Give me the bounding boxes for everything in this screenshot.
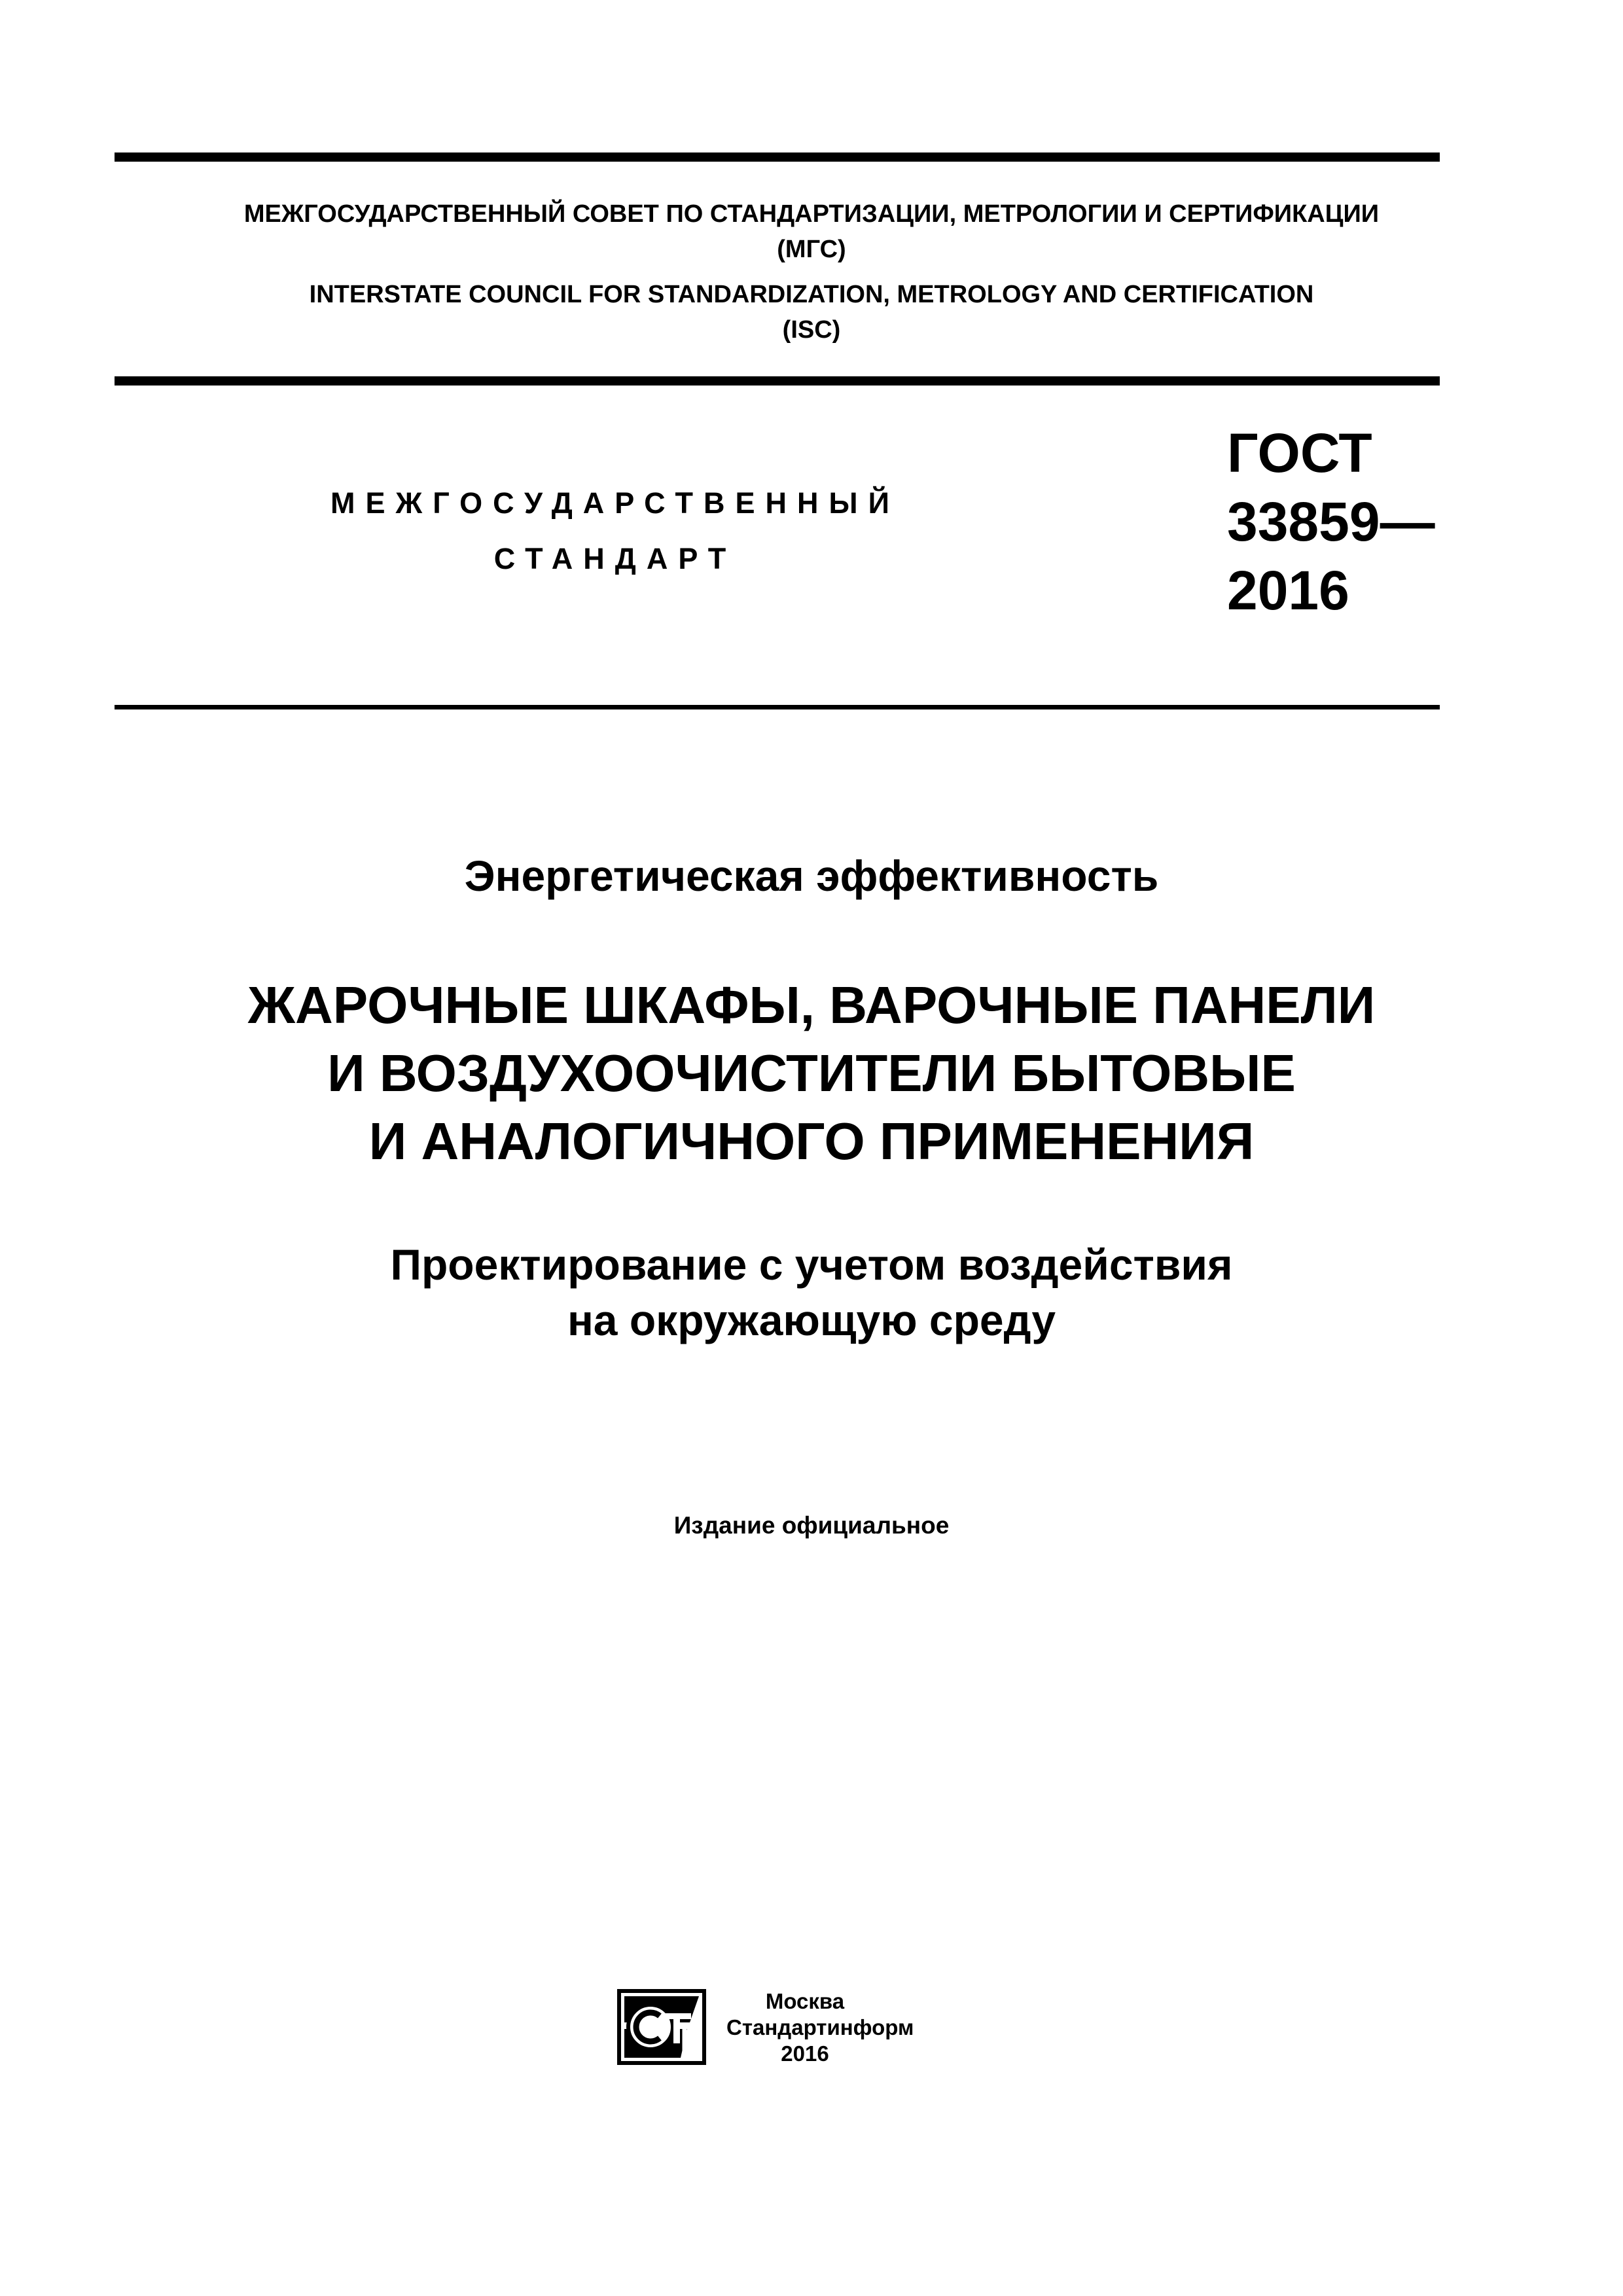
title-line-1: ЖАРОЧНЫЕ ШКАФЫ, ВАРОЧНЫЕ ПАНЕЛИ xyxy=(247,976,1376,1034)
council-ru-name: МЕЖГОСУДАРСТВЕННЫЙ СОВЕТ ПО СТАНДАРТИЗАЦИИ, МЕТРОЛОГИИ И СЕРТИФИКАЦИИ xyxy=(243,200,1380,228)
council-en-name: INTERSTATE COUNCIL FOR STANDARDIZATION, METROLOGY AND CERTIFICATION xyxy=(309,281,1314,308)
header-rule xyxy=(115,376,1440,386)
publisher-city: Москва xyxy=(765,1989,845,2013)
standard-kind xyxy=(288,475,942,586)
document-subtitle xyxy=(0,1237,1623,1348)
standard-kind-line1: МЕЖГОСУДАРСТВЕННЫЙ xyxy=(330,486,900,520)
subtitle-line-1: Проектирование с учетом воздействия xyxy=(390,1240,1233,1289)
document-subject: Энергетическая эффективность xyxy=(464,852,1159,900)
title-line-3: И АНАЛОГИЧНОГО ПРИМЕНЕНИЯ xyxy=(368,1112,1255,1170)
council-en xyxy=(0,277,1623,348)
council-ru-abbr: (МГС) xyxy=(777,236,846,263)
edition-label: Издание официальное xyxy=(673,1512,950,1539)
subtitle-line-2: на окружающую среду xyxy=(567,1296,1056,1344)
council-en-abbr: (ISC) xyxy=(782,316,841,344)
publisher-name: Стандартинформ xyxy=(726,2015,914,2039)
standard-kind-line2: СТАНДАРТ xyxy=(493,542,737,575)
gost-year: 2016 xyxy=(1227,560,1349,621)
gost-designation xyxy=(1227,419,1435,625)
standartinform-logo-icon xyxy=(616,1988,707,2066)
publisher-year: 2016 xyxy=(781,2041,829,2066)
publisher-block xyxy=(726,1988,914,2067)
gost-label: ГОСТ xyxy=(1227,422,1372,484)
title-line-2: И ВОЗДУХООЧИСТИТЕЛИ БЫТОВЫЕ xyxy=(327,1044,1296,1102)
gost-number: 33859— xyxy=(1227,491,1435,552)
separator-rule xyxy=(115,705,1440,709)
council-ru xyxy=(0,196,1623,267)
document-title xyxy=(0,971,1623,1175)
top-rule xyxy=(115,152,1440,162)
